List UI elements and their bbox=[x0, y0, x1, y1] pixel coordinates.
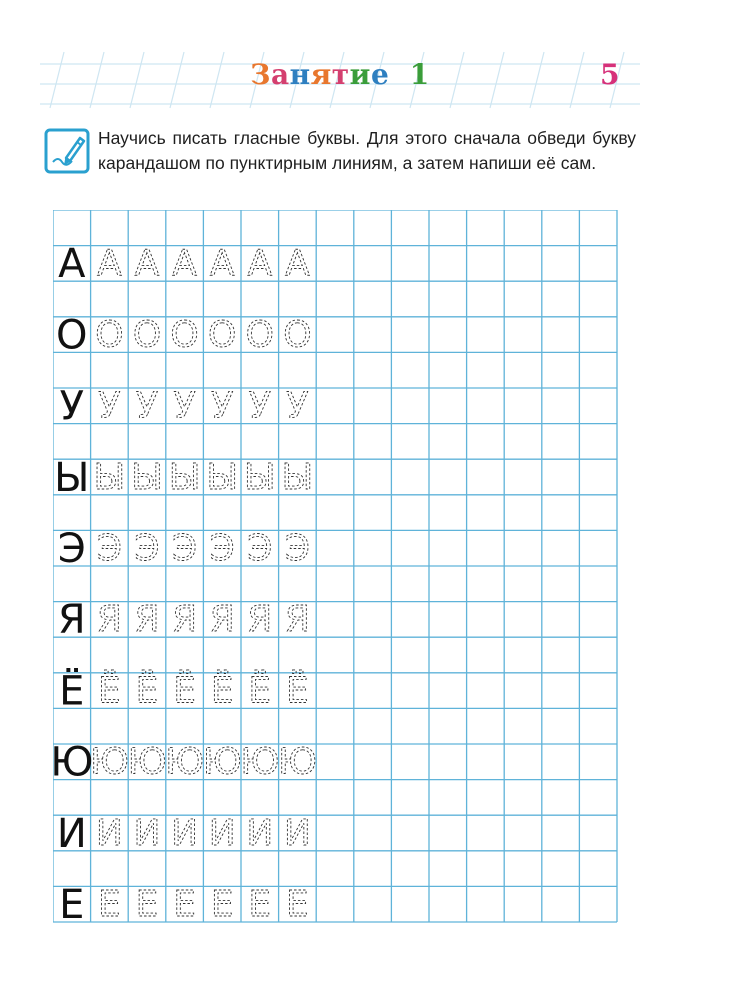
lesson-title-char: и bbox=[349, 58, 371, 91]
trace-letter: Ё bbox=[173, 670, 196, 712]
lesson-title-char: я bbox=[310, 58, 332, 91]
trace-letter: Э bbox=[284, 528, 310, 569]
lesson-title-char: 1 bbox=[409, 58, 430, 91]
lesson-title-char: З bbox=[250, 58, 271, 91]
trace-letter: У bbox=[98, 385, 121, 427]
band-slant-line bbox=[210, 52, 224, 108]
trace-letter: У bbox=[136, 385, 158, 427]
lesson-title-char: н bbox=[289, 58, 311, 91]
trace-letter: Ё bbox=[286, 670, 309, 712]
band-slant-line bbox=[130, 52, 144, 108]
pencil-writing-icon bbox=[44, 128, 90, 174]
trace-letter: А bbox=[285, 243, 310, 285]
trace-letter: Ё bbox=[210, 670, 234, 712]
task-instruction: Научись писать гласные буквы. Для этого сначала обведи букву карандашом по пунктирным линиям, а затем напиши её сам. bbox=[98, 128, 636, 173]
sample-letter: Я bbox=[57, 597, 86, 644]
trace-letter: Ы bbox=[281, 456, 314, 498]
trace-letter: Ё bbox=[248, 670, 272, 712]
trace-letter: Ы bbox=[243, 456, 276, 498]
trace-letter: И bbox=[246, 812, 274, 854]
sample-letter: Ё bbox=[59, 668, 85, 715]
sample-letter: Ю bbox=[53, 739, 94, 786]
trace-letter: Э bbox=[172, 528, 198, 569]
band-slant-line bbox=[570, 52, 584, 108]
trace-letter: Е bbox=[173, 884, 196, 925]
trace-letter: Э bbox=[134, 528, 160, 569]
trace-letter: И bbox=[133, 812, 161, 854]
trace-letter: А bbox=[172, 243, 197, 285]
trace-letter: Э bbox=[96, 528, 122, 569]
sample-letter: Э bbox=[57, 526, 86, 572]
trace-letter: А bbox=[97, 243, 122, 285]
trace-letter: Ю bbox=[240, 741, 280, 783]
trace-letter: О bbox=[283, 314, 312, 356]
trace-letter: Е bbox=[98, 884, 121, 925]
trace-letter: Е bbox=[135, 884, 159, 925]
sample-letter: О bbox=[56, 312, 88, 359]
trace-letter: Я bbox=[96, 599, 122, 641]
sample-letter: У bbox=[59, 383, 84, 430]
trace-letter: У bbox=[286, 385, 309, 427]
trace-letter: Ы bbox=[93, 456, 126, 498]
trace-letter: И bbox=[283, 812, 311, 854]
page-number: 5 bbox=[600, 58, 620, 91]
trace-letter: Э bbox=[247, 528, 273, 569]
trace-letter: Ы bbox=[131, 456, 163, 498]
sample-letter: А bbox=[58, 241, 86, 288]
trace-letter: Ы bbox=[168, 456, 201, 498]
trace-letter: Ё bbox=[135, 670, 159, 712]
trace-letter: У bbox=[211, 385, 234, 427]
sample-letter: Е bbox=[59, 882, 85, 926]
trace-letter: Ё bbox=[98, 670, 121, 712]
lesson-title-char bbox=[400, 58, 410, 91]
trace-letter: Я bbox=[209, 599, 235, 641]
trace-letter: Ю bbox=[165, 741, 205, 783]
band-slant-line bbox=[170, 52, 184, 108]
trace-letter: У bbox=[173, 385, 196, 427]
trace-letter: Я bbox=[247, 599, 273, 641]
trace-letter: Е bbox=[210, 884, 234, 925]
trace-letter: Э bbox=[209, 528, 235, 569]
band-slant-line bbox=[530, 52, 544, 108]
trace-letter: И bbox=[95, 812, 123, 854]
trace-letter: О bbox=[132, 314, 162, 356]
trace-letter: О bbox=[95, 314, 124, 356]
trace-letter: Ю bbox=[202, 741, 242, 783]
trace-letter: О bbox=[170, 314, 199, 356]
trace-letter: О bbox=[245, 314, 274, 356]
trace-letter: Ы bbox=[206, 456, 239, 498]
trace-letter: О bbox=[208, 314, 237, 356]
trace-letter: Я bbox=[134, 599, 160, 641]
letter-practice-grid bbox=[53, 210, 619, 931]
trace-letter: У bbox=[248, 385, 271, 427]
trace-letter: Ю bbox=[277, 741, 317, 783]
trace-letter: А bbox=[209, 243, 235, 285]
trace-letter: А bbox=[134, 243, 160, 285]
trace-letter: Я bbox=[284, 599, 310, 641]
lesson-title-char: е bbox=[370, 58, 390, 91]
trace-letter: Е bbox=[286, 884, 309, 925]
trace-letter: Е bbox=[248, 884, 272, 925]
trace-letter: И bbox=[208, 812, 236, 854]
band-slant-line bbox=[90, 52, 104, 108]
trace-letter: Ю bbox=[89, 741, 129, 783]
lesson-title bbox=[230, 58, 450, 91]
lesson-title-char bbox=[389, 58, 399, 91]
band-slant-line bbox=[490, 52, 504, 108]
trace-letter: Ю bbox=[127, 741, 167, 783]
trace-letter: Я bbox=[172, 599, 198, 641]
sample-letter: Ы bbox=[54, 454, 90, 501]
band-slant-line bbox=[450, 52, 464, 108]
trace-letter: А bbox=[247, 243, 273, 285]
trace-letter: И bbox=[171, 812, 199, 854]
sample-letter: И bbox=[56, 810, 87, 857]
band-slant-line bbox=[50, 52, 64, 108]
practice-grid-svg bbox=[53, 210, 619, 926]
lesson-title-char: а bbox=[270, 58, 290, 91]
lesson-title-char: т bbox=[331, 58, 350, 91]
